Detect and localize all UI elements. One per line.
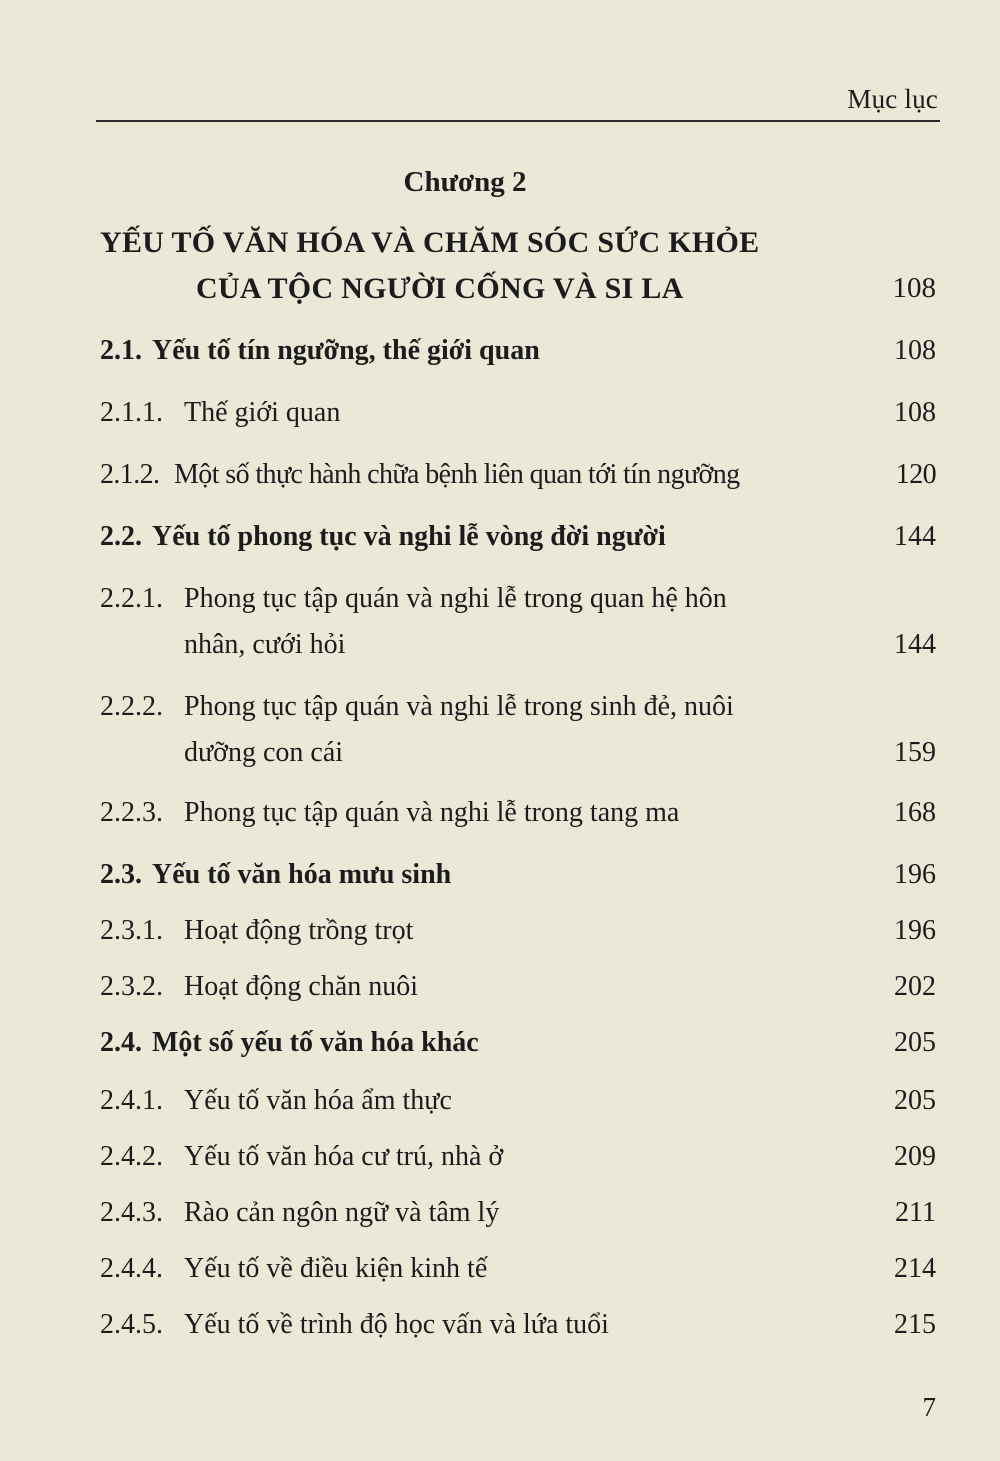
toc-title: Yếu tố văn hóa cư trú, nhà ở (184, 1141, 504, 1172)
toc-title: Yếu tố văn hóa ẩm thực (184, 1085, 452, 1116)
toc-page: 209 (894, 1141, 936, 1172)
toc-title: Phong tục tập quán và nghi lễ trong tang ma (184, 797, 680, 828)
toc-title: Yếu tố văn hóa mưu sinh (152, 859, 452, 890)
toc-number: 2.2. (100, 521, 142, 552)
toc-page: 144 (894, 629, 936, 660)
toc-title-line-1: Phong tục tập quán và nghi lễ trong sinh đẻ, nuôi (184, 691, 734, 722)
toc-title: Yếu tố về điều kiện kinh tế (184, 1253, 488, 1284)
toc-page: 211 (895, 1197, 936, 1228)
toc-subsection-2-2-1[interactable] (100, 576, 936, 668)
chapter-page-number: 108 (892, 272, 936, 304)
chapter-title-line-2: CỦA TỘC NGƯỜI CỐNG VÀ SI LA (196, 272, 684, 305)
toc-page: 168 (894, 797, 936, 828)
toc-page: 144 (894, 521, 936, 552)
toc-number: 2.2.1. (100, 583, 163, 614)
toc-page: 108 (894, 335, 936, 366)
toc-title: Một số thực hành chữa bệnh liên quan tới tín ngưỡng (174, 459, 740, 490)
toc-title-wrapper (184, 576, 876, 668)
toc-subsection-2-4-1[interactable] (100, 1078, 936, 1124)
page-number: 7 (922, 1392, 936, 1422)
toc-title: Yếu tố phong tục và nghi lễ vòng đời người (152, 521, 666, 552)
toc-number: 2.1. (100, 335, 142, 366)
toc-title-wrapper (184, 684, 876, 776)
chapter-label: Chương 2 (403, 166, 527, 198)
toc-title: Hoạt động chăn nuôi (184, 971, 419, 1002)
toc-page: 196 (894, 915, 936, 946)
toc-number: 2.4.2. (100, 1141, 163, 1172)
toc-title-line-1: Phong tục tập quán và nghi lễ trong quan hệ hôn (184, 583, 727, 614)
toc-section-2-4[interactable] (100, 1020, 936, 1066)
toc-page: 202 (894, 971, 936, 1002)
toc-title-line-2: dưỡng con cái (184, 737, 344, 768)
toc-subsection-2-4-4[interactable] (100, 1246, 936, 1292)
toc-subsection-2-4-2[interactable] (100, 1134, 936, 1180)
toc-number: 2.3.2. (100, 971, 163, 1002)
toc-page: 108 (894, 397, 936, 428)
toc-number: 2.4. (100, 1027, 142, 1058)
toc-number: 2.4.1. (100, 1085, 163, 1116)
toc-number: 2.3. (100, 859, 142, 890)
chapter-title-line-1: YẾU TỐ VĂN HÓA VÀ CHĂM SÓC SỨC KHỎE (100, 226, 760, 259)
toc-number: 2.3.1. (100, 915, 163, 946)
toc-subsection-2-4-5[interactable] (100, 1302, 936, 1348)
toc-number: 2.4.3. (100, 1197, 163, 1228)
toc-number: 2.4.5. (100, 1309, 163, 1340)
toc-title: Rào cản ngôn ngữ và tâm lý (184, 1197, 500, 1228)
toc-page: 159 (894, 737, 936, 768)
toc-section-2-1[interactable] (100, 328, 936, 374)
toc-subsection-2-2-2[interactable] (100, 684, 936, 776)
toc-title: Yếu tố tín ngưỡng, thế giới quan (152, 335, 540, 366)
toc-number: 2.2.3. (100, 797, 163, 828)
toc-subsection-2-3-2[interactable] (100, 964, 936, 1010)
toc-subsection-2-1-2[interactable] (100, 452, 936, 498)
toc-page: 214 (894, 1253, 936, 1284)
toc-title-line-2: nhân, cưới hỏi (184, 629, 346, 660)
toc-section-2-3[interactable] (100, 852, 936, 898)
toc-subsection-2-4-3[interactable] (100, 1190, 936, 1236)
toc-page: 215 (894, 1309, 936, 1340)
toc-number: 2.1.2. (100, 459, 160, 490)
toc-number: 2.2.2. (100, 691, 163, 722)
toc-page: 205 (894, 1085, 936, 1116)
toc-title: Yếu tố về trình độ học vấn và lứa tuổi (184, 1309, 609, 1340)
toc-section-2-2[interactable] (100, 514, 936, 560)
toc-subsection-2-1-1[interactable] (100, 390, 936, 436)
toc-title: Thế giới quan (184, 397, 341, 428)
running-head: Mục lục (847, 84, 938, 114)
toc-subsection-2-3-1[interactable] (100, 908, 936, 954)
toc-page: 120 (895, 459, 936, 490)
toc-page: 196 (894, 859, 936, 890)
toc-title: Hoạt động trồng trọt (184, 915, 414, 946)
toc-number: 2.4.4. (100, 1253, 163, 1284)
toc-title: Một số yếu tố văn hóa khác (152, 1027, 479, 1058)
toc-subsection-2-2-3[interactable] (100, 790, 936, 836)
toc-number: 2.1.1. (100, 397, 163, 428)
toc-page: 205 (894, 1027, 936, 1058)
